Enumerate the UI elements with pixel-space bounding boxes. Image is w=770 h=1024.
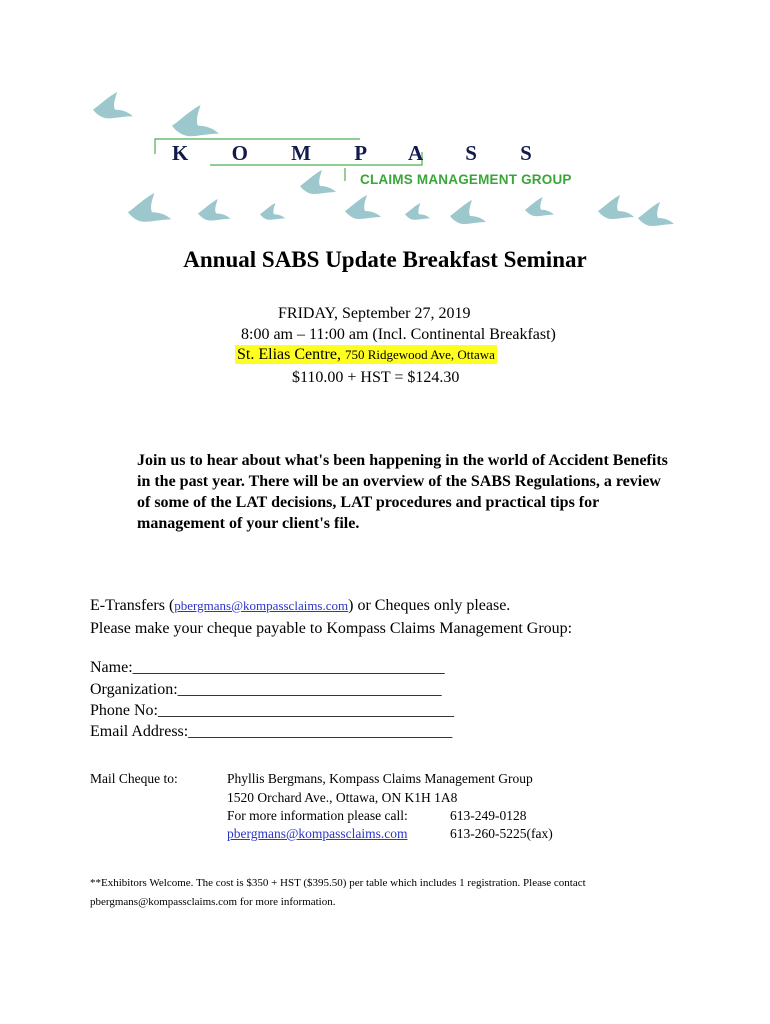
exhibitors-footnote: **Exhibitors Welcome. The cost is $350 + HST ($395.50) per table which includes 1 registration. Please contact pbergmans@kompassclaims.com for more information. bbox=[90, 877, 586, 908]
contact-phone: 613-249-0128 bbox=[450, 808, 527, 823]
more-info-label: For more information please call: bbox=[227, 808, 408, 823]
event-date: FRIDAY, September 27, 2019 bbox=[278, 305, 471, 322]
mail-cheque-label: Mail Cheque to: bbox=[90, 771, 178, 786]
contact-email-link[interactable]: pbergmans@kompassclaims.com bbox=[227, 826, 408, 841]
goose-icon bbox=[172, 105, 219, 136]
mail-address-line1: Phyllis Bergmans, Kompass Claims Management Group bbox=[227, 771, 533, 786]
event-price: $110.00 + HST = $124.30 bbox=[292, 369, 460, 386]
phone-field[interactable]: Phone No:_____________________________________ bbox=[90, 702, 454, 719]
goose-icon bbox=[598, 195, 634, 219]
goose-icon bbox=[450, 200, 486, 224]
event-venue bbox=[235, 346, 497, 364]
goose-icon bbox=[525, 197, 554, 216]
brand-name: K O M P A S S bbox=[172, 141, 551, 165]
venue-address: 750 Ridgewood Ave, Ottawa bbox=[344, 347, 495, 362]
goose-icon bbox=[260, 203, 285, 220]
intro-paragraph: Join us to hear about what's been happening in the world of Accident Benefits in the past year. There will be an overview of the SABS Regulations, a review of some of the LAT decisions, LAT procedures and practical tips for management of your client's file. bbox=[137, 452, 668, 532]
etransfer-email-link[interactable]: pbergmans@kompassclaims.com bbox=[174, 598, 349, 613]
contact-fax: 613-260-5225(fax) bbox=[450, 826, 553, 841]
etransfer-suffix: ) or Cheques only please. bbox=[348, 597, 511, 614]
goose-icon bbox=[128, 193, 171, 222]
page-title: Annual SABS Update Breakfast Seminar bbox=[183, 247, 587, 272]
brand-subtitle: CLAIMS MANAGEMENT GROUP bbox=[360, 172, 572, 187]
payment-line bbox=[90, 597, 510, 615]
goose-icon bbox=[198, 199, 230, 221]
etransfer-prefix: E-Transfers ( bbox=[90, 597, 175, 614]
event-time: 8:00 am – 11:00 am (Incl. Continental Breakfast) bbox=[241, 326, 556, 343]
name-field[interactable]: Name:_______________________________________ bbox=[90, 659, 445, 676]
goose-icon bbox=[638, 202, 674, 226]
venue-highlight bbox=[235, 345, 497, 364]
mail-address-line2: 1520 Orchard Ave., Ottawa, ON K1H 1A8 bbox=[227, 790, 458, 805]
kompass-logo-graphic bbox=[0, 0, 770, 240]
goose-icon bbox=[405, 203, 430, 220]
organization-field[interactable]: Organization:_________________________________ bbox=[90, 681, 442, 698]
goose-icon bbox=[345, 195, 381, 219]
email-address-field[interactable]: Email Address:_________________________________ bbox=[90, 723, 453, 740]
venue-name: St. Elias Centre, bbox=[237, 346, 341, 363]
goose-icon bbox=[300, 170, 336, 194]
payable-line: Please make your cheque payable to Kompass Claims Management Group: bbox=[90, 620, 573, 637]
goose-icon bbox=[93, 92, 133, 118]
